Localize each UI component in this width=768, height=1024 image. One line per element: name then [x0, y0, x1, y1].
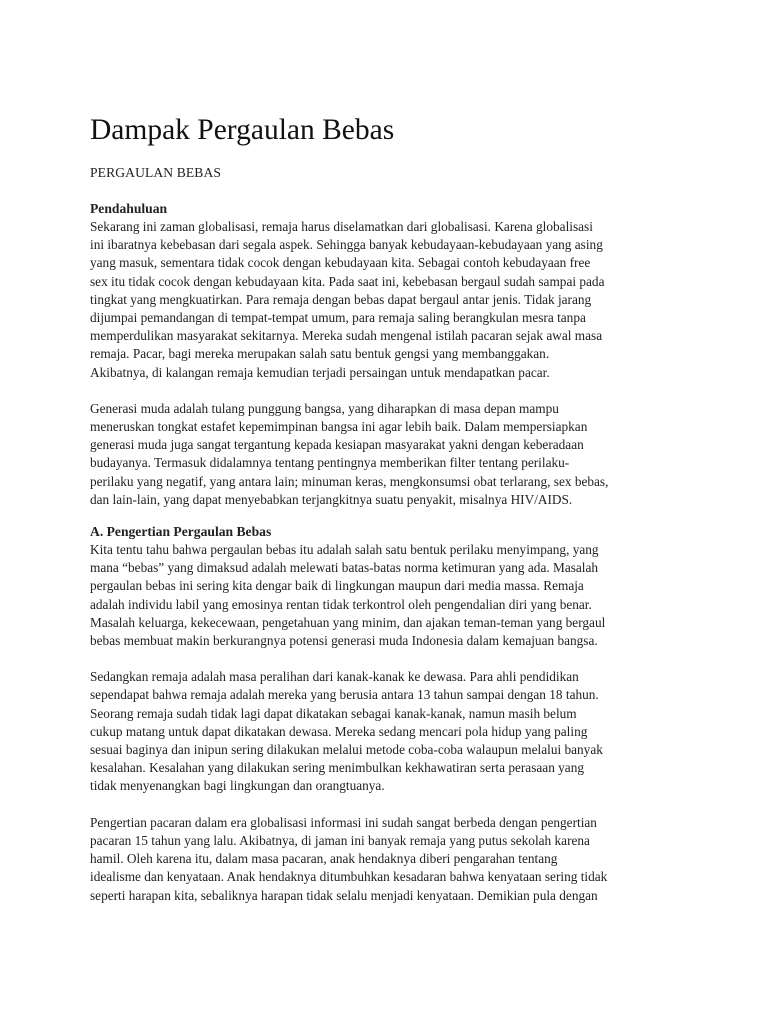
page-title: Dampak Pergaulan Bebas — [90, 114, 395, 146]
text-line: yang masuk, sementara tidak cocok dengan kebudayaan kita. Sebagai contoh kebudayaan free — [90, 255, 591, 271]
text-line: mana “bebas” yang dimaksud adalah melewati batas-batas norma ketimuran yang ada. Masalah — [90, 560, 599, 576]
text-line: dan lain-lain, yang dapat menyebabkan terjangkitnya suatu penyakit, misalnya HIV/AIDS. — [90, 491, 573, 507]
section — [90, 523, 690, 905]
text-line: Generasi muda adalah tulang punggung bangsa, yang diharapkan di masa depan mampu — [90, 400, 559, 416]
paragraph — [90, 541, 690, 650]
text-line: meneruskan tongkat estafet kepemimpinan bangsa ini agar lebih baik. Dalam mempersiapkan — [90, 419, 588, 435]
text-line: sependapat bahwa remaja adalah mereka yang berusia antara 13 tahun sampai dengan 18 tahun. — [90, 687, 599, 703]
text-line: budayanya. Termasuk didalamnya tentang pentingnya memberikan filter tentang perilaku- — [90, 455, 570, 471]
text-line: tidak menyenangkan bagi lingkungan dan orangtuanya. — [90, 778, 385, 794]
text-line: seperti harapan kita, sebaliknya harapan tidak selalu menjadi kenyataan. Demikian pula dengan — [90, 887, 598, 903]
text-line: Seorang remaja sudah tidak lagi dapat dikatakan sebagai kanak-kanak, namun masih belum — [90, 705, 577, 721]
text-line: remaja. Pacar, bagi mereka merupakan salah satu bentuk gengsi yang membanggakan. — [90, 346, 550, 362]
document-content — [90, 112, 690, 905]
text-line: adalah individu labil yang emosinya rentan tidak terkontrol oleh pengendalian diri yang benar. — [90, 596, 592, 612]
text-line: sex itu tidak cocok dengan kebudayaan kita. Pada saat ini, kebebasan bergaul sudah sampai pada — [90, 273, 605, 289]
text-line: sesuai baginya dan inipun sering dilakukan melalui metode coba-coba walaupun melalui banyak — [90, 742, 603, 758]
text-line: Pengertian pacaran dalam era globalisasi informasi ini sudah sangat berbeda dengan pengertian — [90, 814, 597, 830]
text-line: pergaulan bebas ini sering kita dengar baik di lingkungan maupun dari media massa. Remaja — [90, 578, 584, 594]
section — [90, 200, 690, 509]
text-line: hamil. Oleh karena itu, dalam masa pacaran, anak hendaknya diberi pengarahan tentang — [90, 851, 558, 867]
paragraph — [90, 668, 690, 795]
paragraph — [90, 814, 690, 905]
text-line: Sekarang ini zaman globalisasi, remaja harus diselamatkan dari globalisasi. Karena globalisasi — [90, 219, 593, 234]
text-line: perilaku yang negatif, yang antara lain; minuman keras, mengkonsumsi obat terlarang, sex bebas, — [90, 473, 609, 489]
text-line: Akibatnya, di kalangan remaja kemudian terjadi persaingan untuk mendapatkan pacar. — [90, 364, 550, 380]
section-heading: A. Pengertian Pergaulan Bebas — [90, 524, 272, 540]
text-line: bebas membuat makin berkurangnya potensi generasi muda Indonesia dalam kemajuan bangsa. — [90, 633, 598, 649]
section-heading: Pendahuluan — [90, 201, 168, 216]
text-line: kesalahan. Kesalahan yang dilakukan sering menimbulkan kekhawatiran serta perasaan yang — [90, 760, 585, 776]
text-line: tingkat yang mengkuatirkan. Para remaja dengan bebas dapat bergaul antar jenis. Tidak jarang — [90, 291, 592, 307]
text-line: memperdulikan masyarakat sekitarnya. Mereka sudah mengenal istilah pacaran sejak awal masa — [90, 328, 603, 344]
text-line: pacaran 15 tahun yang lalu. Akibatnya, di jaman ini banyak remaja yang putus sekolah karena — [90, 832, 590, 848]
text-line: cukup matang untuk dapat dikatakan dewasa. Mereka sedang mencari pola hidup yang paling — [90, 723, 588, 739]
text-line: Masalah keluarga, kekecewaan, pengetahuan yang minim, dan ajakan teman-teman yang bergaul — [90, 614, 606, 630]
text-line: generasi muda juga sangat tergantung kepada kesiapan masyarakat yakni dengan keberadaan — [90, 437, 584, 453]
paragraph — [90, 218, 690, 382]
text-line: Kita tentu tahu bahwa pergaulan bebas itu adalah salah satu bentuk perilaku menyimpang, yang — [90, 542, 599, 558]
text-line: Sedangkan remaja adalah masa peralihan dari kanak-kanak ke dewasa. Para ahli pendidikan — [90, 669, 579, 685]
paragraph — [90, 400, 690, 509]
text-line: dijumpai pemandangan di tempat-tempat umum, para remaja saling berangkulan mesra tanpa — [90, 310, 586, 326]
text-line: idealisme dan kenyataan. Anak hendaknya ditumbuhkan kesadaran bahwa kenyataan sering tidak — [90, 869, 608, 885]
document-body — [90, 200, 690, 905]
text-line: ini ibaratnya kebebasan dari segala aspek. Sehingga banyak kebudayaan-kebudayaan yang asing — [90, 237, 603, 253]
document-subtitle: PERGAULAN BEBAS — [90, 165, 222, 180]
